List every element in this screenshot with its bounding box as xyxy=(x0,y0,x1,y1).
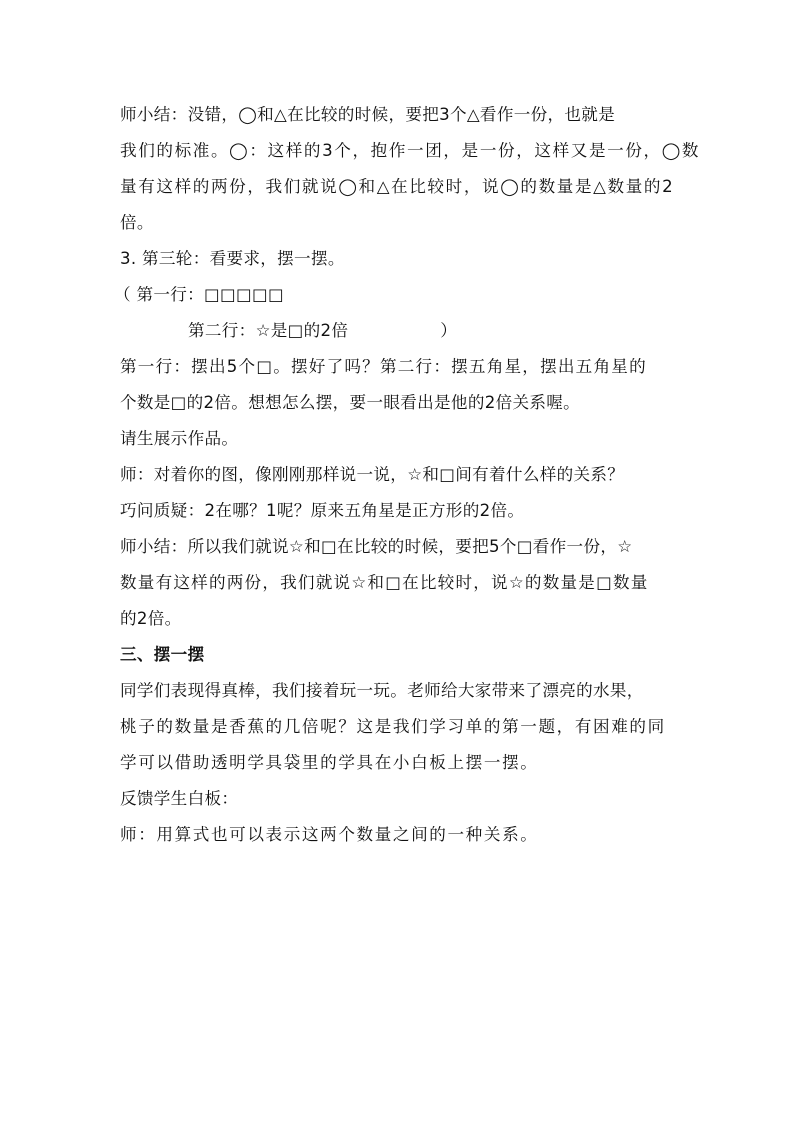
section-step-heading: 3. 第三轮：看要求，摆一摆。 xyxy=(120,249,345,268)
document-page xyxy=(114,97,701,853)
paragraph-line: 师：用算式也可以表示这两个数量之间的一种关系。 xyxy=(120,825,539,844)
closing-paren: ） xyxy=(440,321,458,340)
paragraph-line: 倍。 xyxy=(120,213,154,232)
paragraph-line: 师小结：所以我们就说☆和□在比较的时候，要把5个□看作一份，☆ xyxy=(120,537,633,556)
paragraph-line: 量有这样的两份，我们就说◯和△在比较时，说◯的数量是△数量的2 xyxy=(120,177,675,196)
paragraph-line: 请生展示作品。 xyxy=(120,429,239,448)
paragraph-line: 桃子的数量是香蕉的几倍呢？这是我们学习单的第一题，有困难的同 xyxy=(120,717,666,736)
section-heading: 三、摆一摆 xyxy=(120,645,205,664)
paragraph-line: 师小结：没错，◯和△在比较的时候，要把3个△看作一份，也就是 xyxy=(120,105,616,124)
paragraph-line: 第一行：摆出5个□。摆好了吗？第二行：摆五角星，摆出五角星的 xyxy=(120,357,647,376)
paragraph-line: 数量有这样的两份，我们就说☆和□在比较时，说☆的数量是□数量 xyxy=(120,573,649,592)
paragraph-line: 的2倍。 xyxy=(120,609,182,628)
paragraph-line: 师：对着你的图，像刚刚那样说一说，☆和□间有着什么样的关系？ xyxy=(120,465,625,484)
paragraph-line: 反馈学生白板： xyxy=(120,789,239,808)
paragraph-line: 我们的标准。◯：这样的3个，抱作一团，是一份，这样又是一份，◯数 xyxy=(120,141,701,160)
paragraph-line: 同学们表现得真棒，我们接着玩一玩。老师给大家带来了漂亮的水果， xyxy=(120,681,644,700)
paragraph-line: 个数是□的2倍。想想怎么摆，要一眼看出是他的2倍关系喔。 xyxy=(120,393,581,412)
task-row-two xyxy=(120,313,700,349)
paragraph-line: 学可以借助透明学具袋里的学具在小白板上摆一摆。 xyxy=(120,753,539,772)
paragraph-line: 巧问质疑：2在哪？1呢？原来五角星是正方形的2倍。 xyxy=(120,501,525,520)
task-row-two-text: 第二行：☆是□的2倍 xyxy=(188,321,349,340)
task-row-one: （ 第一行：□□□□□ xyxy=(114,285,284,304)
